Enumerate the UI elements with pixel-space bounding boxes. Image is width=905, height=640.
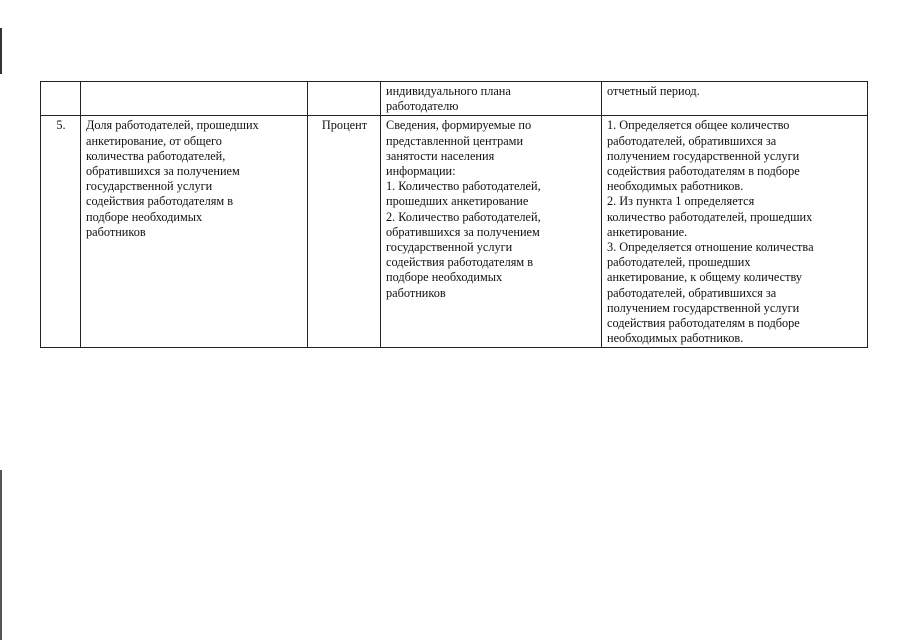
row-number-cell: [41, 82, 81, 116]
indicator-table: [40, 81, 868, 348]
table-row: [41, 82, 868, 116]
indicator-cell: Доля работодателей, прошедших анкетирование, от общего количества работодателей, обратившихся за получением государственной услуги содействия работодателям в подборе необходимых работников: [81, 116, 308, 348]
unit-cell: Процент: [308, 116, 381, 348]
unit-cell: [308, 82, 381, 116]
info-source-cell: Сведения, формируемые по представленной центрами занятости населения информации: 1. Количество работодателей, прошедших анкетирование 2. Количество работодателей, обратившихся за получением государственной услуги содействия работодателям в подборе необходимых работников: [381, 116, 602, 348]
indicator-cell: [81, 82, 308, 116]
row-number-cell: 5.: [41, 116, 81, 348]
table-row: [41, 116, 868, 348]
calculation-method-cell: отчетный период.: [602, 82, 868, 116]
scan-edge-mark: [0, 470, 2, 640]
info-source-cell: индивидуального плана работодателю: [381, 82, 602, 116]
calculation-method-cell: 1. Определяется общее количество работодателей, обратившихся за получением государственной услуги содействия работодателям в подборе необходимых работников. 2. Из пункта 1 определяется количество работодателей, прошедших анкетирование. 3. Определяется отношение количества работодателей, прошедших анкетирование, к общему количеству работодателей, обратившихся за получением государственной услуги содействия работодателям в подборе необходимых работников.: [602, 116, 868, 348]
scan-edge-mark: [0, 28, 2, 74]
